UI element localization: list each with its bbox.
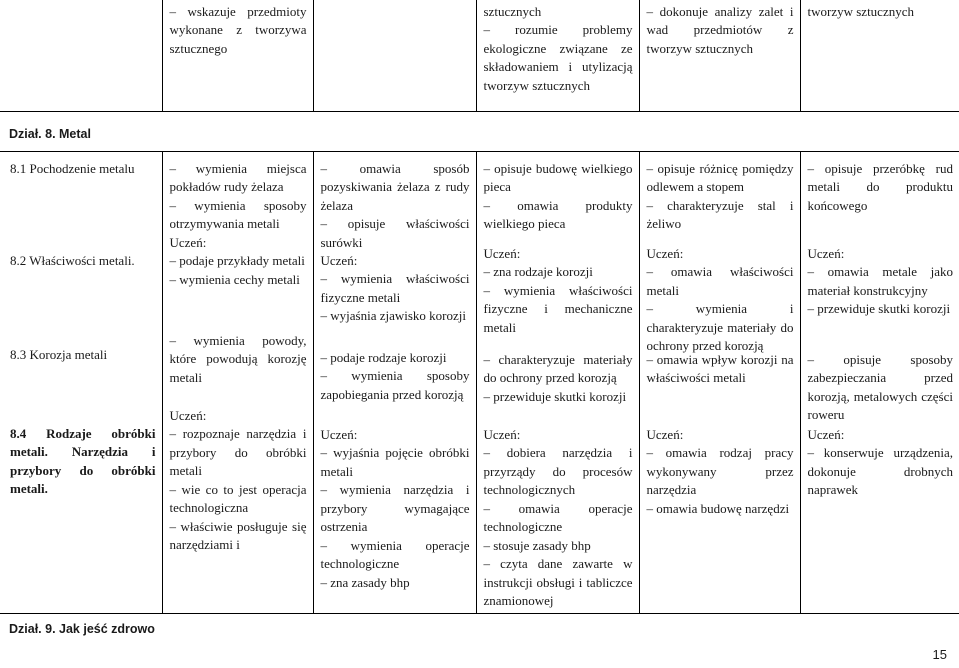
text-line: – wyjaśnia zjawisko korozji	[320, 308, 466, 324]
text-line: – stosuje zasady bhp	[483, 537, 591, 553]
text-line: – omawia rodzaj pracy wykonywany przez narzędzia	[646, 445, 794, 498]
text-line: – wymienia właściwości fizyczne metali	[320, 271, 470, 305]
text-line: – opisuje różnicę pomiędzy odlewem a stopem	[646, 161, 794, 195]
top-cell-level-1	[162, 0, 313, 112]
text-line: Uczeń:	[320, 253, 358, 268]
text-line: sztucznych	[483, 4, 542, 19]
grade-column-1	[162, 152, 313, 614]
table-row	[0, 152, 959, 614]
text-line: – wymienia miejsca pokładów rudy żelaza	[169, 161, 307, 195]
text-line: – omawia produkty wielkiego pieca	[483, 197, 633, 232]
continued-requirements-table	[0, 0, 959, 112]
text-line: – wymienia cechy metali	[169, 271, 300, 287]
top-cell-level-3	[476, 0, 639, 112]
text-line: – podaje rodzaje korozji	[320, 350, 447, 365]
text-line: – charakteryzuje stal i żeliwo	[646, 197, 794, 232]
top-cell-level-4	[639, 0, 800, 112]
grade-column-4	[639, 152, 800, 614]
text-line: – omawia sposób pozyskiwania żelaza z rudy żelaza	[320, 161, 470, 213]
text-line: Uczeń:	[807, 246, 845, 261]
text-line: – omawia operacje technologiczne	[483, 500, 633, 535]
text-line: – konserwuje urządzenia, dokonuje drobnych naprawek	[807, 445, 953, 498]
page-number: 15	[932, 646, 947, 662]
text-line: – omawia właściwości metali	[646, 264, 794, 298]
text-line: – charakteryzuje materiały do ochrony przed korozją	[483, 352, 633, 386]
text-line: Uczeń:	[483, 427, 521, 442]
table-row	[0, 0, 959, 112]
grade-column-3	[476, 152, 639, 614]
text-line: – czyta dane zawarte w instrukcji obsługi i tabliczce znamionowej	[483, 556, 633, 609]
text-line: – dobiera narzędzia i przyrządy do procesów technologicznych	[483, 445, 633, 498]
text-line: – omawia metale jako materiał konstrukcyjny	[807, 264, 953, 298]
text-line: – wymienia powody, które powodują korozję metali	[169, 333, 307, 385]
topic-8-4: 8.4 Rodzaje obróbki metali. Narzędzia i przybory do obróbki metali.	[10, 426, 156, 497]
text-line: Uczeń:	[646, 246, 684, 261]
text-line: – omawia wpływ korozji na właściwości metali	[646, 352, 794, 386]
text-line: – opisuje budowę wielkiego pieca	[483, 161, 633, 195]
text-line: – wymienia i charakteryzuje materiały do ochrony przed korozją	[646, 301, 794, 354]
text-line: – opisuje sposoby zabezpieczania przed korozją, metalowych części roweru	[807, 352, 953, 423]
topic-8-1: 8.1 Pochodzenie metalu	[10, 161, 135, 176]
text-line: – przewiduje skutki korozji	[483, 388, 627, 404]
text-line: – wymienia właściwości fizyczne i mechaniczne metali	[483, 282, 633, 335]
text-line: – podaje przykłady metali	[169, 253, 305, 269]
text-line: – zna zasady bhp	[320, 574, 410, 590]
text-line: – wymienia sposoby zapobiegania przed korozją	[320, 368, 470, 402]
topics-column	[0, 152, 162, 614]
text-line: – wskazuje przedmioty wykonane z tworzywa sztucznego	[169, 4, 307, 56]
topic-8-2: 8.2 Właściwości metali.	[10, 253, 135, 268]
text-line: Uczeń:	[169, 408, 207, 423]
top-cell-topic	[0, 0, 162, 112]
text-line: Uczeń:	[320, 427, 358, 442]
text-line: – zna rodzaje korozji	[483, 264, 593, 280]
text-line: – wyjaśnia pojęcie obróbki metali	[320, 445, 470, 479]
text-line: Uczeń:	[169, 235, 207, 250]
text-line: – wie co to jest operacja technologiczna	[169, 481, 307, 516]
section-heading: Dział. 9. Jak jeść zdrowo	[9, 622, 155, 636]
topic-8-3: 8.3 Korozja metali	[10, 347, 108, 362]
text-line: Uczeń:	[646, 427, 684, 442]
grade-column-2	[313, 152, 476, 614]
text-line: – rozumie problemy ekologiczne związane ze składowaniem i utylizacją tworzyw sztucznych	[483, 22, 633, 93]
text-line: – wymienia narzędzia i przybory wymagające ostrzenia	[320, 482, 470, 535]
top-cell-level-5	[800, 0, 959, 112]
top-cell-level-2	[313, 0, 476, 112]
text-line: Uczeń:	[483, 246, 521, 261]
text-line: tworzyw sztucznych	[807, 4, 914, 19]
text-line: – przewiduje skutki korozji	[807, 301, 951, 317]
grade-column-5	[800, 152, 959, 614]
text-line: – omawia budowę narzędzi	[646, 500, 790, 516]
text-line: – właściwie posługuje się narzędziami i	[169, 518, 307, 553]
text-line: – rozpoznaje narzędzia i przybory do obróbki metali	[169, 426, 307, 479]
text-line: Uczeń:	[807, 427, 845, 442]
text-line: – wymienia operacje technologiczne	[320, 537, 470, 572]
text-line: – opisuje przeróbkę rud metali do produktu końcowego	[807, 161, 953, 213]
text-line: – wymienia sposoby otrzymywania metali	[169, 197, 307, 232]
text-line: – dokonuje analizy zalet i wad przedmiotów z tworzyw sztucznych	[646, 4, 794, 56]
requirements-table	[0, 151, 959, 614]
text-line: – opisuje właściwości surówki	[320, 216, 470, 250]
section-heading: Dział. 8. Metal	[9, 127, 91, 141]
